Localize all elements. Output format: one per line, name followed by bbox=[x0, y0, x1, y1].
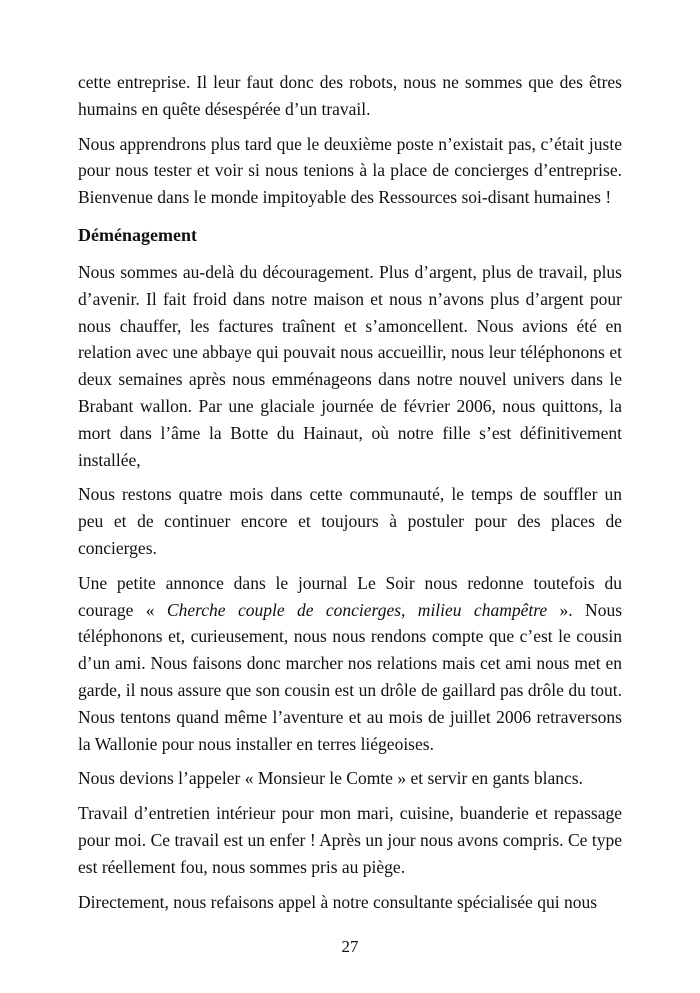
paragraph-text: Une petite annonce dans le journal Le Soir nous redonne toutefois du courage « bbox=[78, 572, 622, 620]
page-content bbox=[78, 69, 622, 915]
paragraph: Travail d’entretien intérieur pour mon mari, cuisine, buanderie et repassage pour moi. Ce travail est un enfer ! Après un jour nous avons compris. Ce type est réellement fou, nous sommes pris au piège. bbox=[78, 803, 622, 877]
paragraph: Directement, nous refaisons appel à notre consultante spécialisée qui nous bbox=[78, 891, 598, 912]
paragraph-text: ». Nous téléphonons et, curieusement, nous nous rendons compte que c’est le cousin d’un ami. Nous faisons donc marcher nos relations mais cet ami nous met en garde, il nous assure que son cousin est un drôle de gaillard pas drôle du tout. Nous tentons quand même l’aventure et au mois de juillet 2006 retraversons la Wallonie pour nous installer en terres liégeoises. bbox=[78, 599, 623, 754]
paragraph-with-quote bbox=[78, 570, 622, 758]
paragraph-continuation: cette entreprise. Il leur faut donc des robots, nous ne sommes que des êtres humains en quête désespérée d’un travail. bbox=[78, 72, 622, 119]
paragraph: Nous devions l’appeler « Monsieur le Comte » et servir en gants blancs. bbox=[78, 768, 583, 789]
classified-ad-quote: Cherche couple de concierges, milieu champêtre bbox=[166, 599, 548, 620]
paragraph: Nous sommes au-delà du découragement. Plus d’argent, plus de travail, plus d’avenir. Il fait froid dans notre maison et nous n’avons plus d’argent pour nous chauffer, les factures traînent et s’amoncellent. Nous avions été en relation avec une abbaye qui pouvait nous accueillir, nous leur téléphonons et deux semaines après nous emménageons dans notre nouvel univers dans le Brabant wallon. Par une glaciale journée de février 2006, nous quittons, la mort dans l’âme la Botte du Hainaut, où notre fille s’est définitivement installée, bbox=[78, 261, 622, 470]
page-footer bbox=[0, 937, 700, 957]
page-number: 27 bbox=[341, 937, 359, 956]
section-heading: Déménagement bbox=[78, 224, 197, 245]
paragraph: Nous apprendrons plus tard que le deuxième poste n’existait pas, c’était juste pour nous tester et voir si nous tenions à la place de concierges d’entreprise. Bienvenue dans le monde impitoyable des Ressources soi-disant humaines ! bbox=[78, 133, 622, 208]
paragraph: Nous restons quatre mois dans cette communauté, le temps de souffler un peu et de continuer encore et toujours à postuler pour des places de concierges. bbox=[78, 484, 622, 558]
